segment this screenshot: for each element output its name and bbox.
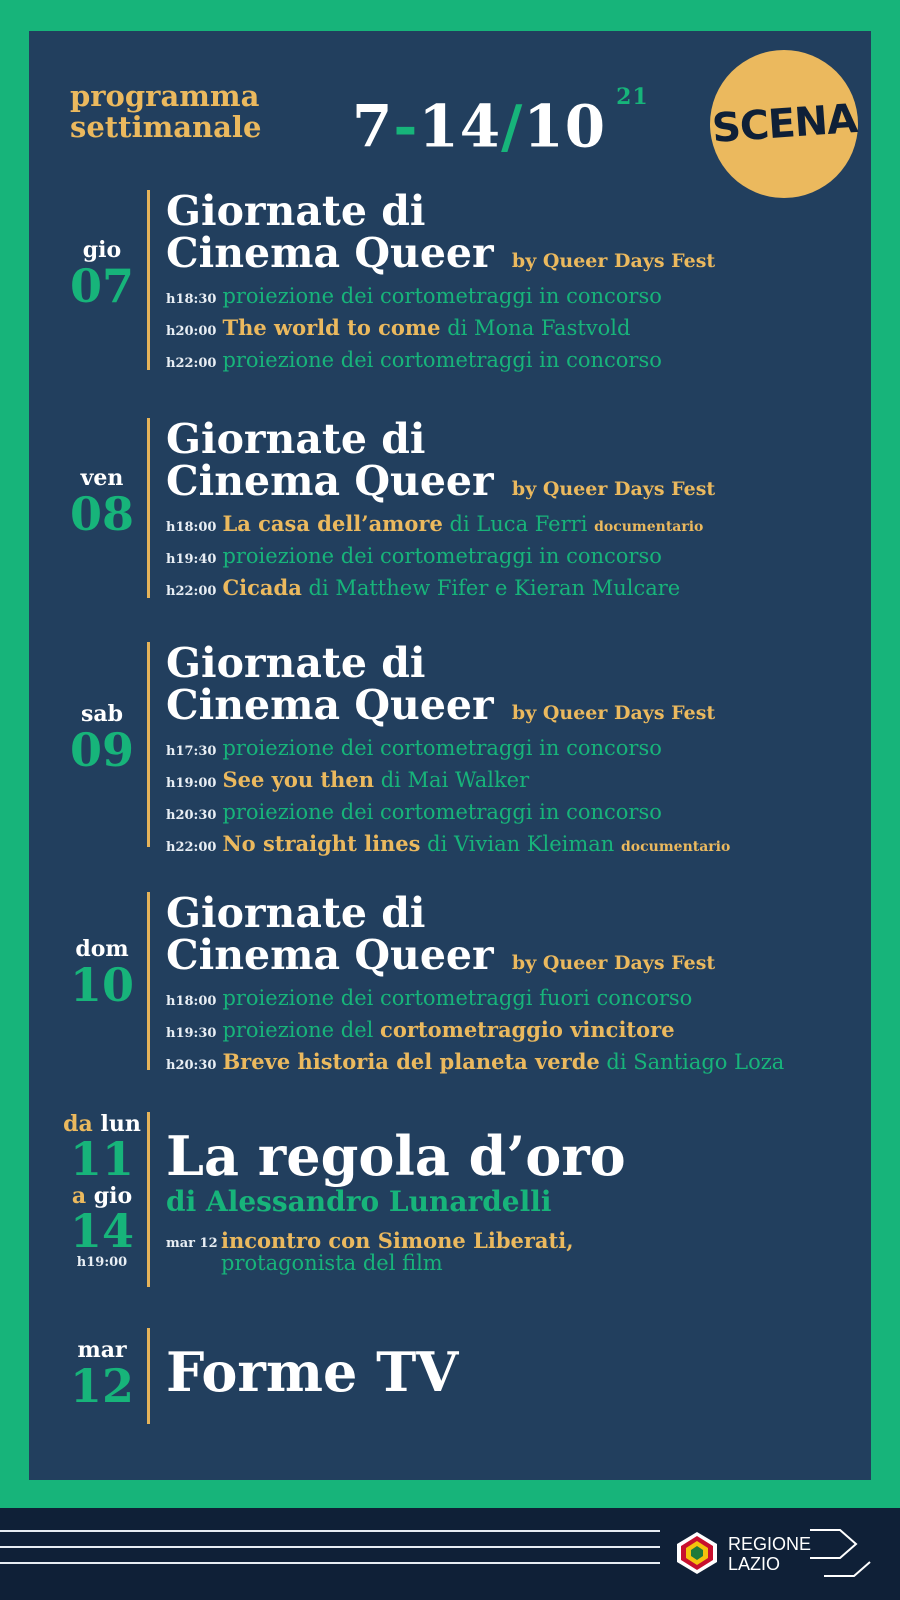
day-label (55, 1337, 149, 1413)
footer-stripe (0, 1546, 660, 1548)
event-title-text: Cinema Queer (166, 457, 494, 505)
row-rest: di Vivian Kleiman (420, 832, 622, 856)
programma-label (70, 81, 261, 143)
scena-logo-text: SCENA (710, 96, 858, 152)
event-title-line1: Giornate di (166, 889, 426, 937)
day-label (55, 936, 149, 1012)
row-rest: di Mona Fastvold (440, 316, 631, 340)
regione-lazio-emblem-icon (674, 1530, 720, 1576)
regola-date-range (55, 1112, 149, 1272)
day-name: dom (75, 936, 129, 962)
row-time: h17:30 (166, 744, 217, 759)
day-number: 07 (69, 259, 134, 313)
range-end: 10 (523, 92, 607, 161)
regola-subtitle: di Alessandro Lunardelli (166, 1185, 552, 1218)
regola-block (0, 1112, 900, 1287)
range-slash: / (501, 92, 524, 161)
regola-lun: lun (92, 1111, 141, 1137)
day-name: sab (80, 701, 124, 727)
regola-event-line2: protagonista del film (221, 1251, 443, 1275)
row-rest: di Santiago Loza (599, 1050, 785, 1074)
row-time: h20:00 (166, 324, 217, 339)
range-start: 7 (352, 92, 394, 161)
schedule-row (166, 984, 784, 1016)
day-label (55, 465, 149, 541)
event-title-text: Cinema Queer (166, 931, 494, 979)
schedule-row (166, 574, 715, 606)
event-title-line2 (166, 457, 716, 510)
day-content (166, 415, 716, 606)
event-by: by Queer Days Fest (511, 702, 716, 724)
footer-stripe (0, 1562, 660, 1564)
regola-event-date: mar 12 (166, 1236, 218, 1251)
schedule-row (166, 1048, 784, 1080)
regola-start-num: 11 (69, 1132, 134, 1186)
row-time: h18:30 (166, 292, 217, 307)
row-text: proiezione dei cortometraggi in concorso (222, 284, 662, 308)
row-text: proiezione dei cortometraggi in concorso (222, 736, 662, 760)
day-block-ven (0, 415, 900, 600)
event-title-text: Cinema Queer (166, 229, 494, 277)
day-name: gio (82, 237, 122, 263)
schedule-row (166, 346, 715, 378)
day-label (55, 237, 149, 313)
day-block-gio (0, 187, 900, 372)
schedule-row (166, 1016, 784, 1048)
day-number: 08 (69, 487, 134, 541)
row-time: h22:00 (166, 584, 217, 599)
regola-time: h19:00 (76, 1255, 128, 1270)
row-doc: documentario (621, 839, 731, 855)
range-dash: - (393, 92, 419, 161)
regola-da: da (63, 1111, 93, 1137)
row-time: h18:00 (166, 520, 217, 535)
schedule-row (166, 510, 715, 542)
event-by: by Queer Days Fest (511, 478, 716, 500)
date-range (352, 86, 649, 159)
row-work: Breve historia del planeta verde (222, 1049, 600, 1074)
schedule-row (166, 766, 730, 798)
regola-a: a (71, 1183, 87, 1209)
regola-event-text (221, 1230, 626, 1274)
day-number: 12 (69, 1359, 134, 1413)
day-name: mar (77, 1337, 127, 1363)
event-title-line1: Giornate di (166, 415, 426, 463)
row-work: La casa dell’amore (222, 511, 443, 536)
regola-gio: gio (86, 1183, 133, 1209)
event-title-line2 (166, 681, 730, 734)
row-rest: di Matthew Fifer e Kieran Mulcare (301, 576, 681, 600)
event-title-line2 (166, 931, 784, 984)
forme-title: Forme TV (166, 1340, 459, 1404)
event-by: by Queer Days Fest (511, 250, 716, 272)
day-block-sab (0, 639, 900, 856)
day-content (166, 889, 785, 1080)
forme-content (166, 1342, 458, 1402)
regola-end-num: 14 (69, 1204, 134, 1258)
schedule-row (166, 282, 715, 314)
scena-logo (710, 50, 858, 198)
event-title-text: Cinema Queer (166, 681, 494, 729)
event-title-line2 (166, 229, 716, 282)
row-work: The world to come (222, 315, 441, 340)
region-line2: LAZIO (728, 1554, 781, 1574)
day-number: 09 (69, 723, 134, 777)
row-time: h19:30 (166, 1026, 217, 1041)
row-text: proiezione dei cortometraggi fuori concorso (222, 986, 693, 1010)
row-text: proiezione dei cortometraggi in concorso (222, 800, 662, 824)
regola-title: La regola d’oro (166, 1124, 626, 1188)
region-line1: REGIONE (728, 1534, 812, 1554)
row-time: h20:30 (166, 808, 217, 823)
row-text: proiezione dei cortometraggi in concorso (222, 544, 662, 568)
row-time: h22:00 (166, 356, 217, 371)
footer-stripe (0, 1530, 660, 1532)
programma-label-line2: settimanale (70, 110, 262, 144)
schedule-row (166, 830, 730, 862)
day-name: ven (80, 465, 124, 491)
row-time: h20:30 (166, 1058, 217, 1073)
row-rest: di Luca Ferri (442, 512, 595, 536)
regola-content (166, 1126, 626, 1274)
day-label (55, 701, 149, 777)
event-title-line1: Giornate di (166, 639, 426, 687)
row-work: See you then (222, 767, 375, 792)
day-block-dom (0, 889, 900, 1074)
day-content (166, 639, 731, 862)
row-time: h22:00 (166, 840, 217, 855)
row-pre: proiezione del (222, 1018, 381, 1042)
row-time: h19:00 (166, 776, 217, 791)
row-time: h19:40 (166, 552, 217, 567)
schedule-row (166, 314, 715, 346)
row-work: No straight lines (222, 831, 421, 856)
row-text: proiezione dei cortometraggi in concorso (222, 348, 662, 372)
programma-label-line1: programma (70, 79, 260, 113)
event-by: by Queer Days Fest (511, 952, 716, 974)
schedule-row (166, 734, 730, 766)
regione-lazio-text (728, 1534, 811, 1574)
row-work: cortometraggio vincitore (380, 1017, 675, 1042)
day-number: 10 (69, 958, 134, 1012)
forme-block (0, 1328, 900, 1424)
day-content (166, 187, 716, 378)
regola-event-line1: incontro con Simone Liberati, (221, 1228, 574, 1253)
schedule-row (166, 798, 730, 830)
row-work: Cicada (222, 575, 302, 600)
region-arrow-icon (810, 1528, 872, 1578)
range-mid: 14 (418, 92, 502, 161)
schedule-row (166, 542, 715, 574)
row-rest: di Mai Walker (374, 768, 530, 792)
row-doc: documentario (594, 519, 704, 535)
row-time: h18:00 (166, 994, 217, 1009)
event-title-line1: Giornate di (166, 187, 426, 235)
year-suffix: 21 (616, 84, 649, 110)
regola-event (166, 1230, 626, 1274)
